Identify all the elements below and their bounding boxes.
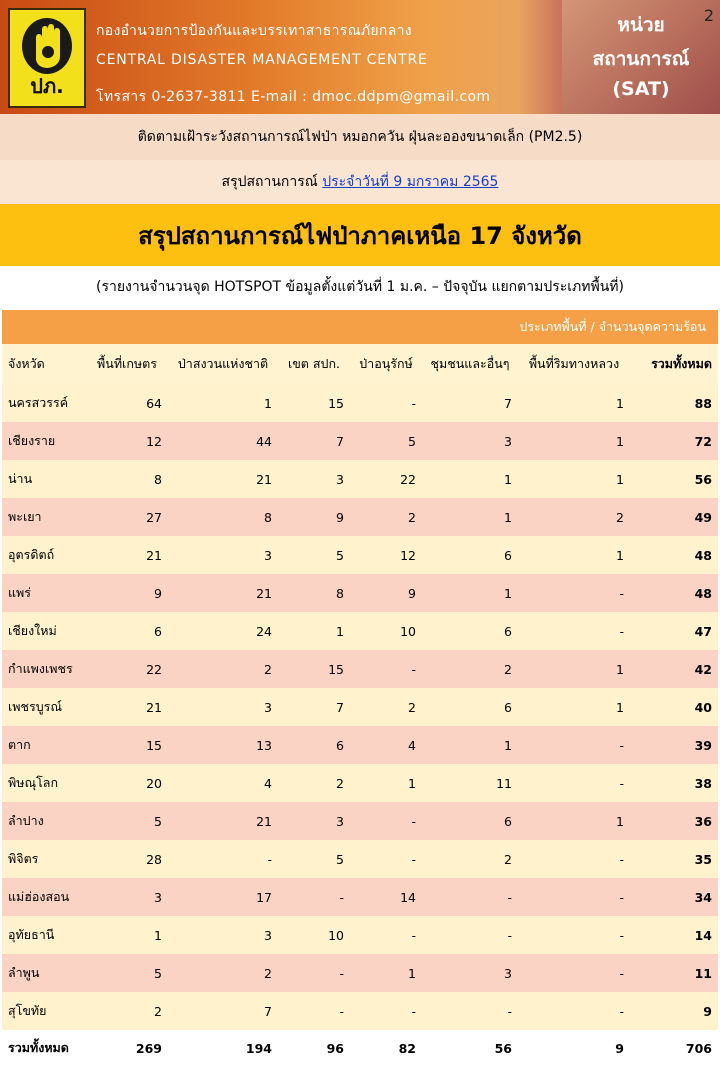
cell-province: อุตรดิตถ์	[2, 536, 86, 574]
org-name-thai: กองอำนวยการป้องกันและบรรเทาสาธารณภัยกลาง	[96, 23, 412, 39]
cell-national-reserved-forest: 21	[168, 460, 278, 498]
cell-alro-land: 7	[278, 422, 350, 460]
report-subtitle: (รายงานจำนวนจุด HOTSPOT ข้อมูลตั้งแต่วันที่ 1 ม.ค. – ปัจจุบัน แยกตามประเภทพื้นที่)	[95, 279, 624, 295]
cell-highway-side: -	[518, 764, 630, 802]
cell-highway-side: -	[518, 840, 630, 878]
summary-prefix: สรุปสถานการณ์	[221, 174, 323, 190]
cell-highway-side: 1	[518, 384, 630, 422]
table-row	[2, 992, 718, 1030]
cell-conservation-forest: 22	[350, 460, 422, 498]
cell-highway-side: -	[518, 612, 630, 650]
cell-highway-side: -	[518, 916, 630, 954]
summary-band	[0, 160, 720, 204]
table-row	[2, 536, 718, 574]
sat-line-3: (SAT)	[612, 78, 670, 100]
hotspot-table-container	[2, 310, 718, 1066]
sat-line-2: สถานการณ์	[592, 48, 690, 70]
cell-province: ลำปาง	[2, 802, 86, 840]
page-title: สรุปสถานการณ์ไฟป่าภาคเหนือ 17 จังหวัด	[138, 222, 582, 250]
cell-province: ตาก	[2, 726, 86, 764]
total-community-other: 56	[422, 1030, 518, 1066]
cell-national-reserved-forest: 44	[168, 422, 278, 460]
cell-province: เพชรบูรณ์	[2, 688, 86, 726]
column-header-agriculture: พื้นที่เกษตร	[86, 344, 168, 384]
cell-agriculture: 22	[86, 650, 168, 688]
table-row	[2, 422, 718, 460]
cell-community-other: 6	[422, 688, 518, 726]
cell-conservation-forest: 12	[350, 536, 422, 574]
cell-community-other: -	[422, 878, 518, 916]
cell-alro-land: 3	[278, 802, 350, 840]
column-header-alro-land: เขต สปก.	[278, 344, 350, 384]
cell-conservation-forest: -	[350, 840, 422, 878]
cell-conservation-forest: -	[350, 384, 422, 422]
cell-conservation-forest: -	[350, 650, 422, 688]
cell-conservation-forest: -	[350, 802, 422, 840]
cell-total: 56	[630, 460, 718, 498]
cell-community-other: 2	[422, 840, 518, 878]
cell-conservation-forest: 1	[350, 954, 422, 992]
cell-community-other: 11	[422, 764, 518, 802]
cell-agriculture: 2	[86, 992, 168, 1030]
column-header-conservation-forest: ป่าอนุรักษ์	[350, 344, 422, 384]
cell-national-reserved-forest: 21	[168, 574, 278, 612]
table-row	[2, 802, 718, 840]
cell-conservation-forest: 2	[350, 688, 422, 726]
cell-conservation-forest: 5	[350, 422, 422, 460]
cell-highway-side: 1	[518, 422, 630, 460]
cell-alro-land: 10	[278, 916, 350, 954]
cell-community-other: 3	[422, 422, 518, 460]
cell-total: 47	[630, 612, 718, 650]
totals-row	[2, 1030, 718, 1066]
cell-national-reserved-forest: 21	[168, 802, 278, 840]
cell-total: 11	[630, 954, 718, 992]
cell-national-reserved-forest: 3	[168, 688, 278, 726]
cell-national-reserved-forest: 24	[168, 612, 278, 650]
sat-line-1: หน่วย	[617, 14, 665, 36]
cell-national-reserved-forest: 2	[168, 650, 278, 688]
cell-total: 36	[630, 802, 718, 840]
column-header-highway-side: พื้นที่ริมทางหลวง	[518, 344, 630, 384]
cell-agriculture: 6	[86, 612, 168, 650]
cell-highway-side: 2	[518, 498, 630, 536]
cell-total: 42	[630, 650, 718, 688]
cell-alro-land: -	[278, 878, 350, 916]
cell-total: 14	[630, 916, 718, 954]
cell-agriculture: 12	[86, 422, 168, 460]
cell-agriculture: 28	[86, 840, 168, 878]
cell-total: 88	[630, 384, 718, 422]
table-row	[2, 878, 718, 916]
cell-community-other: 1	[422, 460, 518, 498]
cell-conservation-forest: 2	[350, 498, 422, 536]
cell-highway-side: 1	[518, 650, 630, 688]
org-name-english: CENTRAL DISASTER MANAGEMENT CENTRE	[96, 52, 428, 68]
cell-province: น่าน	[2, 460, 86, 498]
cell-conservation-forest: 9	[350, 574, 422, 612]
cell-agriculture: 27	[86, 498, 168, 536]
cell-conservation-forest: 14	[350, 878, 422, 916]
table-row	[2, 498, 718, 536]
cell-province: แม่ฮ่องสอน	[2, 878, 86, 916]
cell-highway-side: -	[518, 574, 630, 612]
title-bar	[0, 204, 720, 266]
hand-emblem-icon	[20, 16, 74, 76]
summary-line	[0, 160, 720, 204]
cell-alro-land: 7	[278, 688, 350, 726]
cell-alro-land: 5	[278, 536, 350, 574]
cell-highway-side: 1	[518, 536, 630, 574]
table-row	[2, 840, 718, 878]
cell-alro-land: 3	[278, 460, 350, 498]
cell-province: พิษณุโลก	[2, 764, 86, 802]
cell-highway-side: -	[518, 954, 630, 992]
cell-province: อุทัยธานี	[2, 916, 86, 954]
cell-province: ลำพูน	[2, 954, 86, 992]
table-row	[2, 954, 718, 992]
cell-total: 9	[630, 992, 718, 1030]
cell-national-reserved-forest: 3	[168, 916, 278, 954]
table-row	[2, 726, 718, 764]
cell-national-reserved-forest: 7	[168, 992, 278, 1030]
table-row	[2, 384, 718, 422]
cell-province: เชียงใหม่	[2, 612, 86, 650]
table-row	[2, 764, 718, 802]
cell-community-other: 3	[422, 954, 518, 992]
table-row	[2, 460, 718, 498]
cell-alro-land: 9	[278, 498, 350, 536]
cell-alro-land: 2	[278, 764, 350, 802]
total-province: รวมทั้งหมด	[2, 1030, 86, 1066]
cell-alro-land: -	[278, 954, 350, 992]
cell-community-other: 6	[422, 802, 518, 840]
table-row	[2, 612, 718, 650]
total-conservation-forest: 82	[350, 1030, 422, 1066]
cell-national-reserved-forest: 4	[168, 764, 278, 802]
cell-community-other: 1	[422, 498, 518, 536]
total-alro-land: 96	[278, 1030, 350, 1066]
cell-conservation-forest: 1	[350, 764, 422, 802]
cell-highway-side: 1	[518, 802, 630, 840]
page-number: 2	[703, 6, 714, 25]
cell-province: นครสวรรค์	[2, 384, 86, 422]
cell-conservation-forest: 10	[350, 612, 422, 650]
cell-national-reserved-forest: -	[168, 840, 278, 878]
table-body	[2, 384, 718, 1066]
cell-province: กำแพงเพชร	[2, 650, 86, 688]
cell-total: 48	[630, 574, 718, 612]
cell-conservation-forest: -	[350, 992, 422, 1030]
cell-province: เชียงราย	[2, 422, 86, 460]
cell-agriculture: 15	[86, 726, 168, 764]
cell-highway-side: -	[518, 992, 630, 1030]
cell-agriculture: 5	[86, 954, 168, 992]
cell-province: พะเยา	[2, 498, 86, 536]
total-national-reserved-forest: 194	[168, 1030, 278, 1066]
cell-national-reserved-forest: 17	[168, 878, 278, 916]
column-header-total: รวมทั้งหมด	[630, 344, 718, 384]
cell-alro-land: 5	[278, 840, 350, 878]
cell-highway-side: 1	[518, 460, 630, 498]
table-header-row	[2, 344, 718, 384]
cell-alro-land: -	[278, 992, 350, 1030]
cell-national-reserved-forest: 13	[168, 726, 278, 764]
sat-unit-box	[562, 0, 720, 114]
cell-total: 72	[630, 422, 718, 460]
cell-community-other: -	[422, 992, 518, 1030]
cell-alro-land: 1	[278, 612, 350, 650]
header-banner	[0, 0, 720, 114]
total-highway-side: 9	[518, 1030, 630, 1066]
cell-alro-land: 6	[278, 726, 350, 764]
column-header-community-other: ชุมชนและอื่นๆ	[422, 344, 518, 384]
table-group-header: ประเภทพื้นที่ / จำนวนจุดความร้อน	[2, 310, 718, 344]
cell-total: 40	[630, 688, 718, 726]
table-row	[2, 574, 718, 612]
table-row	[2, 688, 718, 726]
ddpm-logo	[8, 8, 86, 108]
logo-text: ปภ.	[30, 74, 64, 98]
total-agriculture: 269	[86, 1030, 168, 1066]
monitor-band	[0, 114, 720, 160]
cell-total: 34	[630, 878, 718, 916]
table-row	[2, 916, 718, 954]
cell-highway-side: 1	[518, 688, 630, 726]
table-row	[2, 650, 718, 688]
monitor-line: ติดตามเฝ้าระวังสถานการณ์ไฟป่า หมอกควัน ฝุ่นละอองขนาดเล็ก (PM2.5)	[137, 129, 583, 145]
cell-agriculture: 9	[86, 574, 168, 612]
cell-agriculture: 21	[86, 536, 168, 574]
cell-agriculture: 21	[86, 688, 168, 726]
cell-national-reserved-forest: 3	[168, 536, 278, 574]
cell-agriculture: 20	[86, 764, 168, 802]
cell-agriculture: 8	[86, 460, 168, 498]
cell-agriculture: 64	[86, 384, 168, 422]
cell-total: 48	[630, 536, 718, 574]
cell-highway-side: -	[518, 878, 630, 916]
cell-province: พิจิตร	[2, 840, 86, 878]
hotspot-table	[2, 344, 718, 1066]
cell-total: 49	[630, 498, 718, 536]
contact-info: โทรสาร 0-2637-3811 E-mail : dmoc.ddpm@gmail.com	[96, 89, 491, 105]
cell-total: 38	[630, 764, 718, 802]
cell-national-reserved-forest: 8	[168, 498, 278, 536]
total-total: 706	[630, 1030, 718, 1066]
cell-conservation-forest: -	[350, 916, 422, 954]
cell-highway-side: -	[518, 726, 630, 764]
cell-community-other: 6	[422, 536, 518, 574]
cell-conservation-forest: 4	[350, 726, 422, 764]
cell-province: สุโขทัย	[2, 992, 86, 1030]
cell-agriculture: 1	[86, 916, 168, 954]
cell-agriculture: 5	[86, 802, 168, 840]
cell-community-other: 1	[422, 726, 518, 764]
cell-community-other: 6	[422, 612, 518, 650]
cell-total: 35	[630, 840, 718, 878]
cell-alro-land: 8	[278, 574, 350, 612]
summary-date: ประจำวันที่ 9 มกราคม 2565	[322, 174, 499, 190]
cell-total: 39	[630, 726, 718, 764]
cell-community-other: 1	[422, 574, 518, 612]
cell-national-reserved-forest: 1	[168, 384, 278, 422]
cell-community-other: 2	[422, 650, 518, 688]
cell-alro-land: 15	[278, 384, 350, 422]
cell-community-other: -	[422, 916, 518, 954]
column-header-province: จังหวัด	[2, 344, 86, 384]
cell-national-reserved-forest: 2	[168, 954, 278, 992]
cell-agriculture: 3	[86, 878, 168, 916]
cell-province: แพร่	[2, 574, 86, 612]
cell-alro-land: 15	[278, 650, 350, 688]
column-header-national-reserved-forest: ป่าสงวนแห่งชาติ	[168, 344, 278, 384]
cell-community-other: 7	[422, 384, 518, 422]
